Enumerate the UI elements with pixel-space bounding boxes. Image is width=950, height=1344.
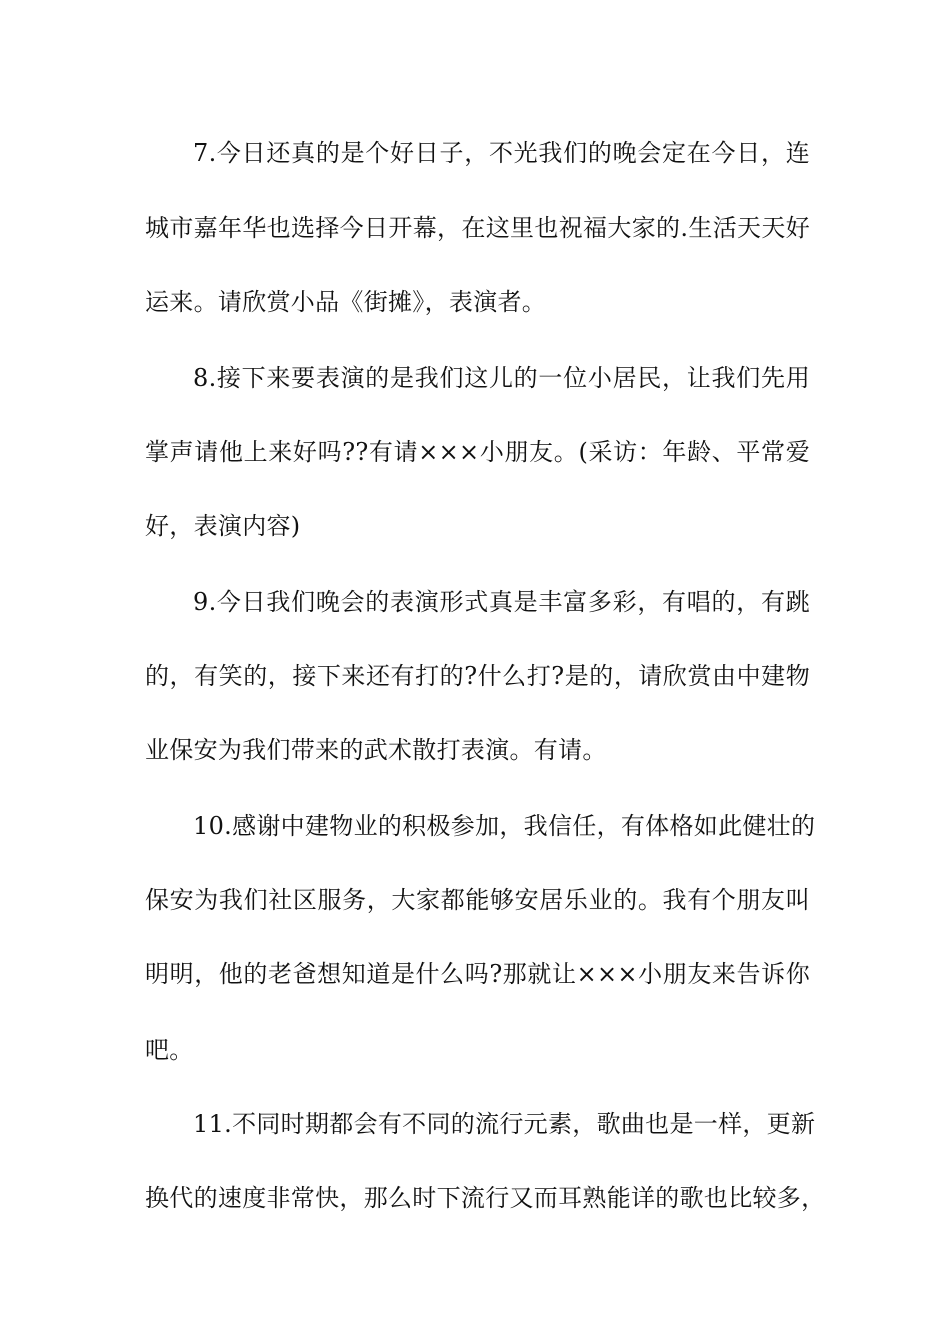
paragraph-9-line-3: 业保安为我们带来的武术散打表演。有请。 [145, 736, 607, 764]
paragraph-8-line-3: 好，表演内容) [145, 512, 301, 540]
paragraph-10-line-3: 明明，他的老爸想知道是什么吗?那就让×××小朋友来告诉你 [145, 960, 810, 988]
paragraph-8-line-2: 掌声请他上来好吗??有请×××小朋友。(采访：年龄、平常爱 [145, 438, 810, 466]
paragraph-11-line-2: 换代的速度非常快，那么时下流行又而耳熟能详的歌也比较多， [145, 1184, 826, 1212]
paragraph-7-line-3: 运来。请欣赏小品《街摊》，表演者。 [145, 288, 547, 316]
paragraph-9-line-1: 9.今日我们晚会的表演形式真是丰富多彩，有唱的，有跳 [193, 588, 810, 616]
paragraph-10-line-2: 保安为我们社区服务，大家都能够安居乐业的。我有个朋友叫 [145, 886, 810, 914]
paragraph-7-line-2: 城市嘉年华也选择今日开幕，在这里也祝福大家的.生活天天好 [145, 214, 810, 242]
paragraph-10-line-4: 吧。 [145, 1036, 194, 1064]
paragraph-8-line-1: 8.接下来要表演的是我们这儿的一位小居民，让我们先用 [193, 364, 810, 392]
paragraph-9-line-2: 的，有笑的，接下来还有打的?什么打?是的，请欣赏由中建物 [145, 662, 810, 690]
paragraph-11-line-1: 11.不同时期都会有不同的流行元素，歌曲也是一样，更新 [193, 1110, 816, 1138]
paragraph-7-line-1: 7.今日还真的是个好日子，不光我们的晚会定在今日，连 [193, 139, 810, 167]
paragraph-10-line-1: 10.感谢中建物业的积极参加，我信任，有体格如此健壮的 [193, 812, 816, 840]
